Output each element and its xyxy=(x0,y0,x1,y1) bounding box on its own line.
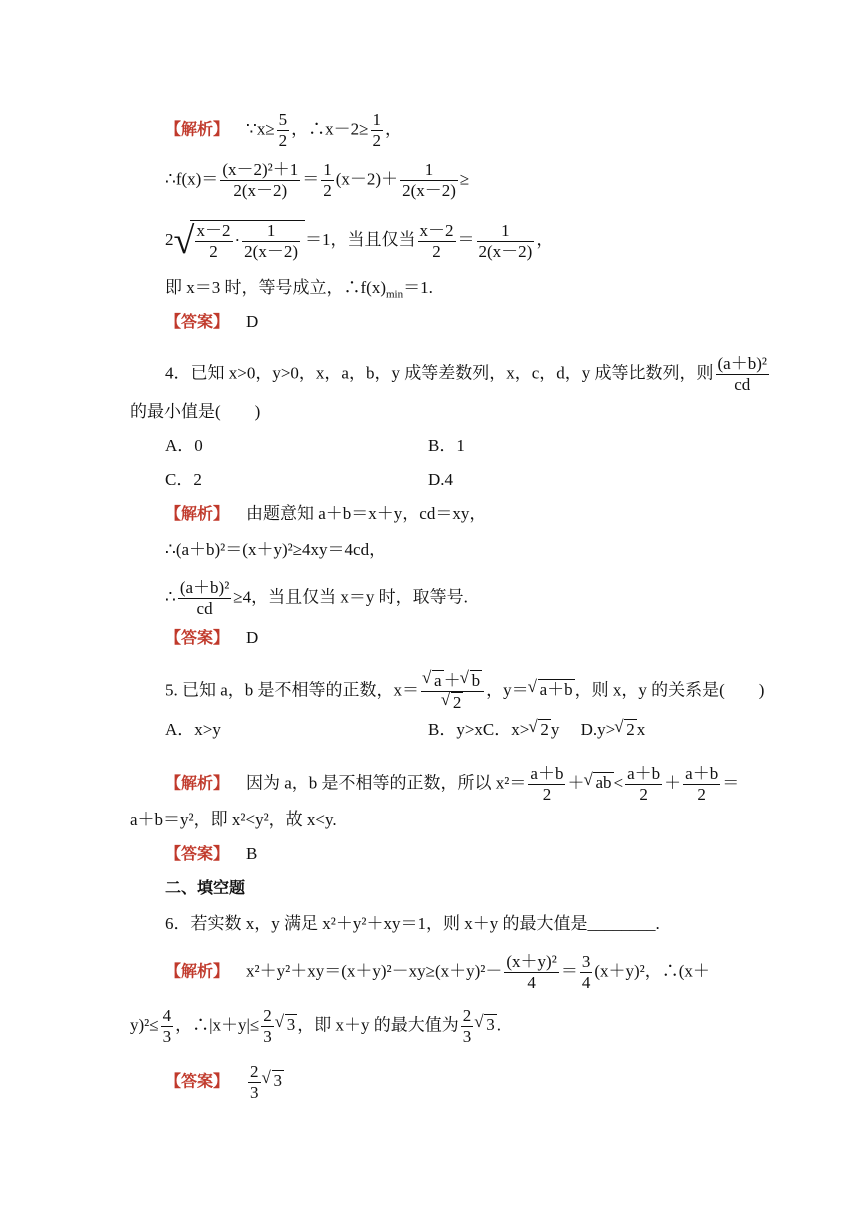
q4-sol-line3: ∴ $\frac{\text{(a＋b)²}}{cd}$ ≥4，当且仅当 x＝y 时，取等号. xyxy=(165,578,468,618)
fraction: $\frac{3}{4}$ xyxy=(581,952,591,992)
q5-options-bcd: B．y>xC．x>√ 2 y D.y>√ 2 x xyxy=(428,718,645,742)
analysis-tag: 【解析】 xyxy=(165,961,230,981)
fraction: $\frac{a+b}{2}$ xyxy=(530,764,564,804)
fraction: $\frac{1}{2(x-2)}$ xyxy=(402,160,456,200)
fraction: $\frac{2}{3}$ xyxy=(263,1006,272,1046)
fraction: $\frac{\text{(a＋b)²}}{cd}$ xyxy=(179,578,230,618)
q4-option-d: D.4 xyxy=(428,470,454,489)
q5-sol-line2: a＋b＝y²，即 x²<y²，故 x<y. xyxy=(130,810,337,829)
q4-option-a: A．0 xyxy=(165,436,203,455)
fraction: $\frac{a+b}{2}$ xyxy=(685,764,719,804)
fraction: $\frac{4}{3}$ xyxy=(162,1006,172,1046)
q5-stem: 5. 已知 a，b 是不相等的正数，x＝ √ a ＋√ b √ 2 ，y＝√ a＋b ，则 x，y 的关系是( ) xyxy=(165,670,764,713)
sqrt: √ 3 xyxy=(272,1070,285,1091)
answer-value: B xyxy=(246,844,258,863)
sqrt: √ a＋b xyxy=(538,679,575,700)
answer-tag: 【答案】 xyxy=(165,1071,230,1091)
q5-answer xyxy=(165,842,257,866)
answer-value: D xyxy=(246,628,259,647)
sol3-line1: 【解析】 ∵x≥ $\frac{5}{2}$ ，∴x－2≥ $\frac{1}{2}$ ， xyxy=(165,110,403,150)
fraction: $\frac{a+b}{2}$ xyxy=(627,764,661,804)
fraction: $\frac{1}{2}$ xyxy=(372,110,382,150)
sol3-line3: 2 √ $\frac{x-2}{2}$ · $\frac{1}{2(x-2)}$ ＝1，当且仅当 $\frac{x-2}{2}$ ＝ $\frac{1}{2(x-2)}$ ， xyxy=(165,220,553,262)
fraction: $\frac{2}{3}$ xyxy=(250,1062,259,1102)
fraction: $\frac{1}{2(x-2)}$ xyxy=(478,220,533,261)
fraction: $\frac{2}{3}$ xyxy=(462,1006,472,1046)
q4-sol-line2: ∴(a＋b)²＝(x＋y)²≥4xy＝4cd， xyxy=(165,540,387,559)
sol3-line4: 即 x＝3 时，等号成立，$\therefore f(x)_{min}=1$. xyxy=(165,278,433,301)
sol3-answer xyxy=(165,310,258,334)
q4-stem: 4．已知 x>0，y>0，x，a，b，y 成等差数列，x，c，d，y 成等比数列，则 $\frac{\text{(a＋b)²}}{cd}$ xyxy=(165,354,767,394)
q6-sol-line2: y)²≤ $\frac{4}{3}$ ，∴|x＋y|≤ $\frac{2}{3}$ √ 3 ，即 x＋y 的最大值为 $\frac{2}{3}$ √ 3 . xyxy=(130,1006,501,1047)
q6-stem: 6．若实数 x，y 满足 x²＋y²＋xy＝1，则 x＋y 的最大值是________. xyxy=(165,914,660,933)
fraction: $\frac{\text{(a＋b)²}}{cd}$ xyxy=(717,354,767,394)
fraction: $\frac{\text{(x－2)²＋1}}{2(x-2)}$ xyxy=(222,160,299,200)
q5-sol-line1: 【解析】 因为 a，b 是不相等的正数，所以 x²＝ $\frac{a+b}{2}$ ＋√ ab < $\frac{a+b}{2}$ ＋ $\frac{a+b}{2}$ ＝ xyxy=(165,764,739,805)
q5-option-a: A．x>y xyxy=(165,720,221,739)
fraction: $\frac{5}{2}$ xyxy=(278,110,288,150)
answer-tag: 【答案】 xyxy=(165,844,230,863)
analysis-tag: 【解析】 xyxy=(165,504,230,523)
q6-sol-line1: 【解析】 x²＋y²＋xy＝(x＋y)²－xy≥(x＋y)²－ $\frac{\text{(x＋y)²}}{4}$ ＝ $\frac{3}{4}$ (x＋y)²，∴(x＋ xyxy=(165,952,710,992)
analysis-tag: 【解析】 xyxy=(165,119,230,139)
section-title: 二、填空题 xyxy=(165,878,246,897)
sol3-line2: ∴f(x)＝ $\frac{\text{(x－2)²＋1}}{2(x-2)}$ ＝ $\frac{1}{2}$ (x－2)＋ $\frac{1}{2(x-2)}$ ≥ xyxy=(165,160,470,200)
q4-option-b: B．1 xyxy=(428,436,465,455)
answer-value: D xyxy=(246,312,259,331)
sqrt: √ $\frac{x-2}{2}$ · $\frac{1}{2(x-2)}$ xyxy=(190,220,306,262)
fraction: $\frac{x-2}{2}$ xyxy=(419,220,454,261)
fraction: $\frac{\text{(x＋y)²}}{4}$ xyxy=(506,952,557,992)
q4-sol-line1: 【解析】 由题意知 a＋b＝x＋y，cd＝xy， xyxy=(165,504,487,523)
q4-answer xyxy=(165,626,258,650)
fraction: $\frac{1}{2}$ xyxy=(323,160,332,200)
q6-answer xyxy=(165,1062,284,1103)
q4-stem-cont: 的最小值是( ) xyxy=(130,402,261,421)
analysis-tag: 【解析】 xyxy=(165,773,230,793)
answer-tag: 【答案】 xyxy=(165,628,230,647)
answer-tag: 【答案】 xyxy=(165,312,230,331)
q4-option-c: C．2 xyxy=(165,470,202,489)
fraction: √ a ＋√ b √ 2 xyxy=(421,670,484,713)
